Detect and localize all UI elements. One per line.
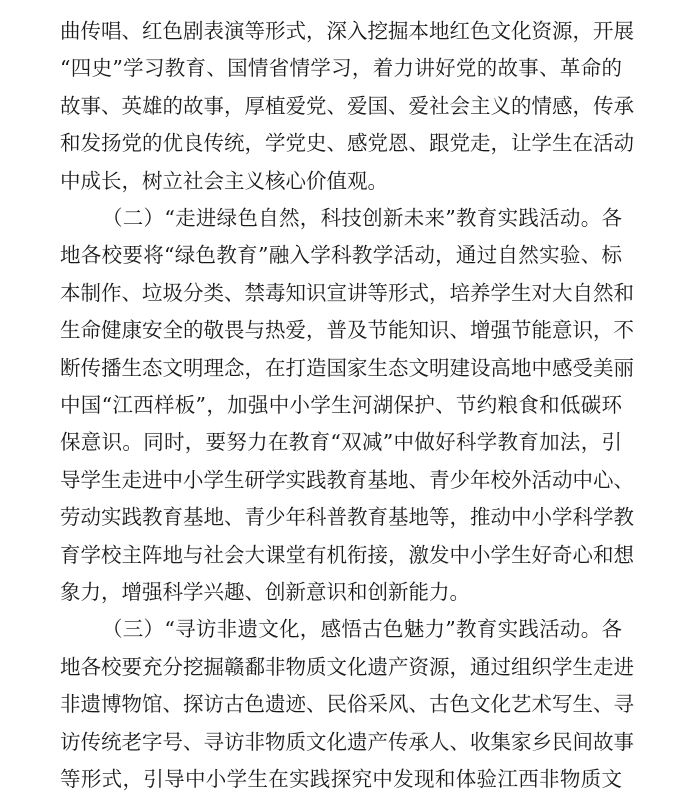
text-line: 访传统老字号、寻访非物质文化遗产传承人、收集家乡民间故事: [60, 729, 634, 754]
text-line: 本制作、垃圾分类、禁毒知识宣讲等形式，培养学生对大自然和: [60, 280, 634, 305]
text-line: 象力，增强科学兴趣、创新意识和创新能力。: [60, 580, 470, 604]
text-line: 导学生走进中小学生研学实践教育基地、青少年校外活动中心、: [60, 467, 634, 492]
section-heading-line: （三）“寻访非遗文化，感悟古色魅力”教育实践活动。各: [102, 617, 622, 642]
text-line: 曲传唱、红色剧表演等形式，深入挖掘本地红色文化资源，开展: [60, 19, 634, 43]
text-line: 和发扬党的优良传统，学党史、感党恩、跟党走，让学生在活动: [60, 131, 634, 156]
text-line: 断传播生态文明理念，在打造国家生态文明建设高地中感受美丽: [60, 355, 634, 380]
section-heading-line: （二）“走进绿色自然，科技创新未来”教育实践活动。各: [102, 206, 622, 230]
text-line: 非遗博物馆、探访古色遗迹、民俗采风、古色文化艺术写生、寻: [60, 692, 634, 717]
text-line: 地各校要将“绿色教育”融入学科教学活动，通过自然实验、标: [60, 243, 622, 268]
text-line: “四史”学习教育、国情省情学习，着力讲好党的故事、革命的: [60, 56, 622, 81]
text-line: 故事、英雄的故事，厚植爱党、爱国、爱社会主义的情感，传承: [60, 93, 634, 118]
text-line: 劳动实践教育基地、青少年科普教育基地等，推动中小学科学教: [60, 505, 634, 530]
text-line: 等形式，引导中小学生在实践探究中发现和体验江西非物质文: [60, 767, 622, 791]
text-line: 保意识。同时，要努力在教育“双减”中做好科学教育加法，引: [60, 430, 622, 455]
text-line: 地各校要充分挖掘赣鄱非物质文化遗产资源，通过组织学生走进: [60, 654, 634, 679]
text-line: 中成长，树立社会主义核心价值观。: [60, 168, 388, 193]
text-line: 生命健康安全的敬畏与热爱，普及节能知识、增强节能意识，不: [60, 318, 634, 343]
text-line: 育学校主阵地与社会大课堂有机衔接，激发中小学生好奇心和想: [60, 542, 634, 567]
text-line: 中国“江西样板”，加强中小学生河湖保护、节约粮食和低碳环: [60, 393, 622, 417]
